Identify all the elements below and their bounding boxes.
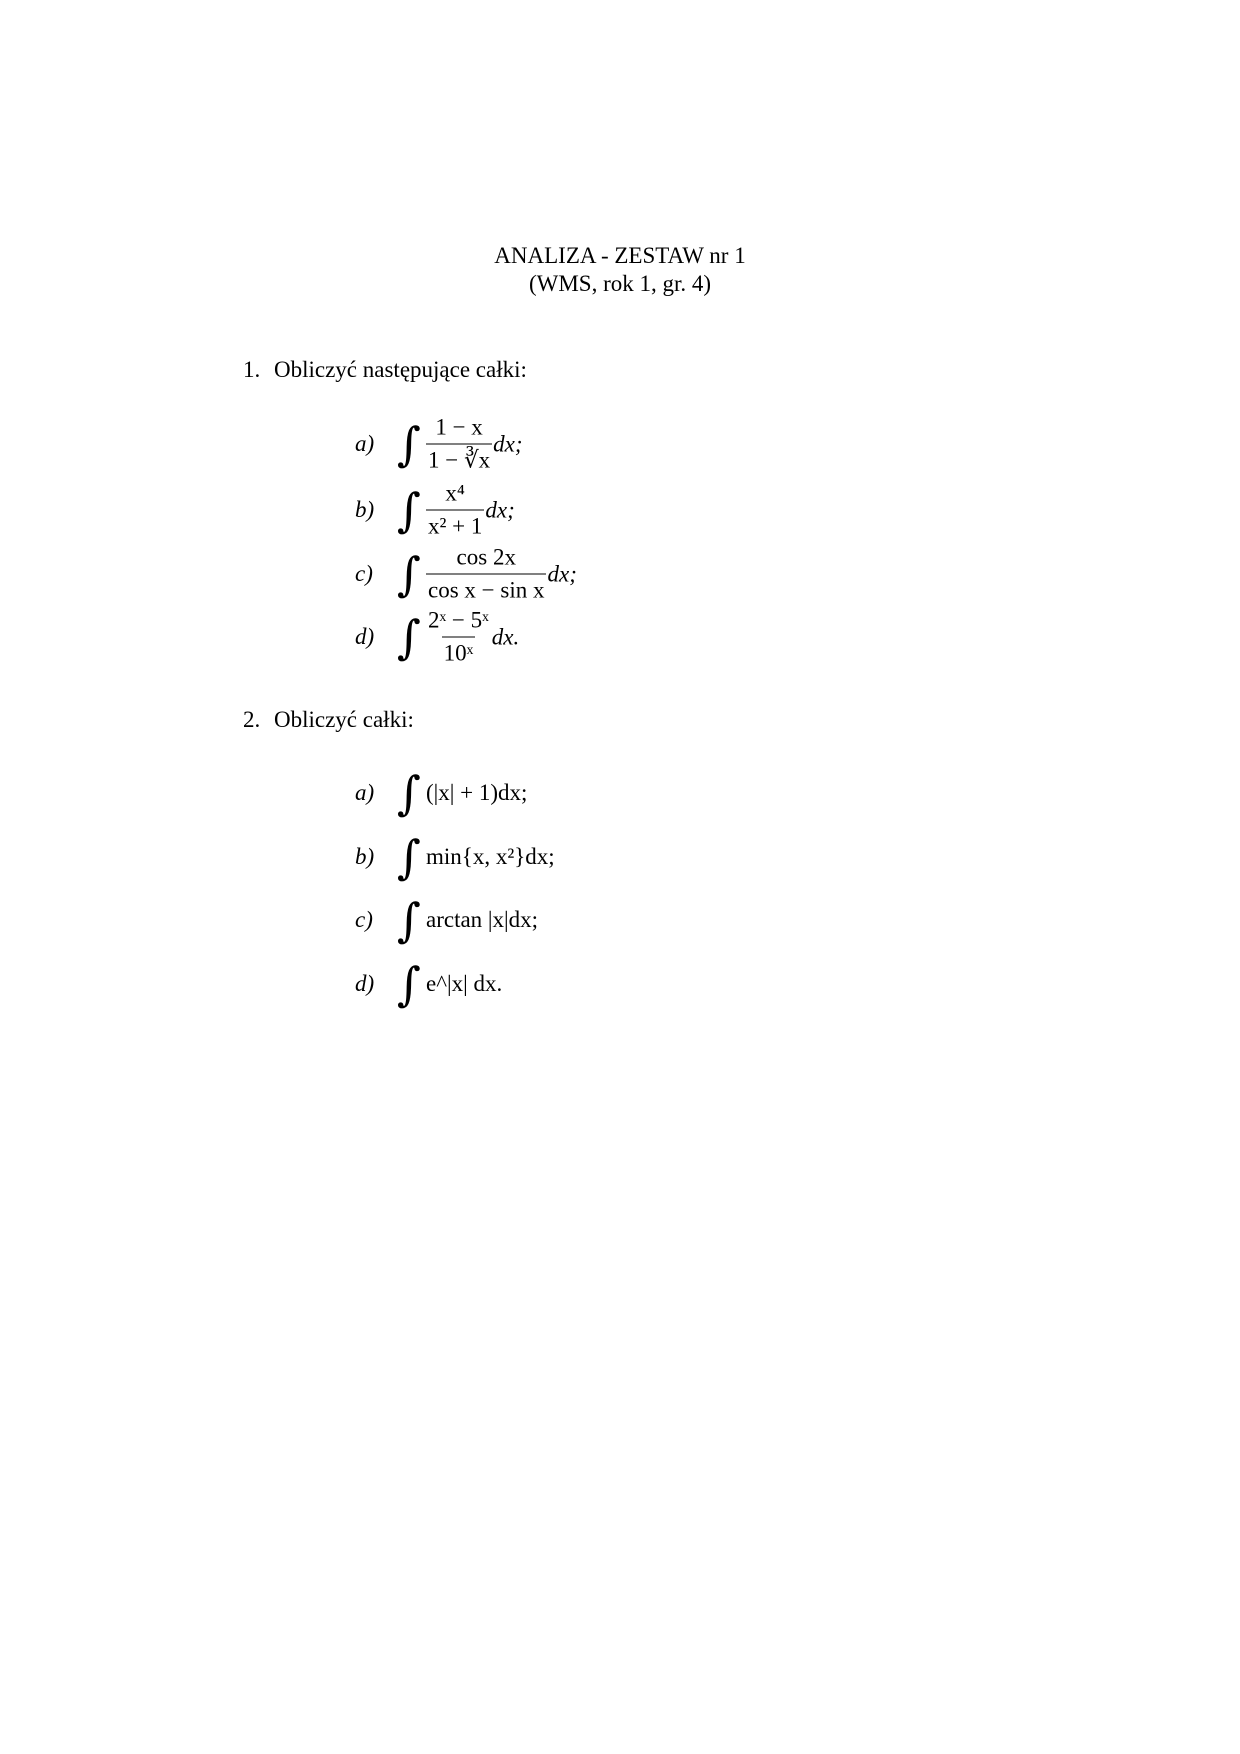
- item-label: a): [355, 431, 375, 456]
- problem-text: Obliczyć całki:: [274, 707, 414, 732]
- item-label: c): [355, 561, 373, 586]
- fraction: [426, 544, 546, 605]
- item-label: d): [355, 971, 375, 996]
- problem-1-heading: [243, 357, 527, 383]
- integrand: e^|x| dx.: [426, 971, 503, 996]
- problem-number: 2.: [243, 707, 261, 732]
- differential: dx;: [493, 431, 523, 456]
- integral-symbol: ∫: [397, 957, 421, 1011]
- integrand: min{x, x²}dx;: [426, 844, 555, 869]
- document-subtitle: (WMS, rok 1, gr. 4): [528, 271, 712, 296]
- denominator: cos x − sin x: [426, 574, 546, 605]
- fraction: [426, 414, 492, 475]
- problem-text: Obliczyć następujące całki:: [274, 357, 527, 382]
- integrand: [426, 480, 515, 541]
- integral-symbol: ∫: [397, 547, 421, 601]
- integrand: (|x| + 1)dx;: [426, 780, 528, 805]
- numerator: x⁴: [445, 480, 465, 506]
- item-label: b): [355, 844, 375, 869]
- denominator: 10ˣ: [442, 637, 476, 668]
- integrand: arctan |x|dx;: [426, 907, 539, 932]
- integrand: [426, 414, 523, 475]
- integral-symbol: ∫: [397, 483, 421, 537]
- problem-2-heading: [243, 707, 414, 733]
- integrand: [426, 607, 519, 668]
- integral-symbol: ∫: [397, 830, 421, 884]
- item-label: d): [355, 624, 375, 649]
- integral-symbol: ∫: [397, 610, 421, 664]
- document-title: ANALIZA - ZESTAW nr 1: [494, 243, 746, 268]
- problem-number: 1.: [243, 357, 261, 382]
- integral-symbol: ∫: [397, 417, 421, 471]
- numerator: 1 − x: [435, 414, 483, 440]
- denominator: x² + 1: [426, 510, 484, 541]
- item-label: a): [355, 780, 375, 805]
- numerator: 2ˣ − 5ˣ: [428, 607, 489, 633]
- differential: dx;: [547, 561, 577, 586]
- differential: dx;: [485, 497, 515, 522]
- denominator: 1 − ∛x: [426, 444, 492, 475]
- integral-symbol: ∫: [397, 766, 421, 820]
- integral-symbol: ∫: [397, 893, 421, 947]
- numerator: cos 2x: [456, 544, 516, 570]
- integrand: [426, 544, 577, 605]
- fraction: [426, 480, 484, 541]
- fraction: [426, 607, 491, 668]
- differential: dx.: [491, 624, 520, 649]
- item-label: b): [355, 497, 375, 522]
- item-label: c): [355, 907, 373, 932]
